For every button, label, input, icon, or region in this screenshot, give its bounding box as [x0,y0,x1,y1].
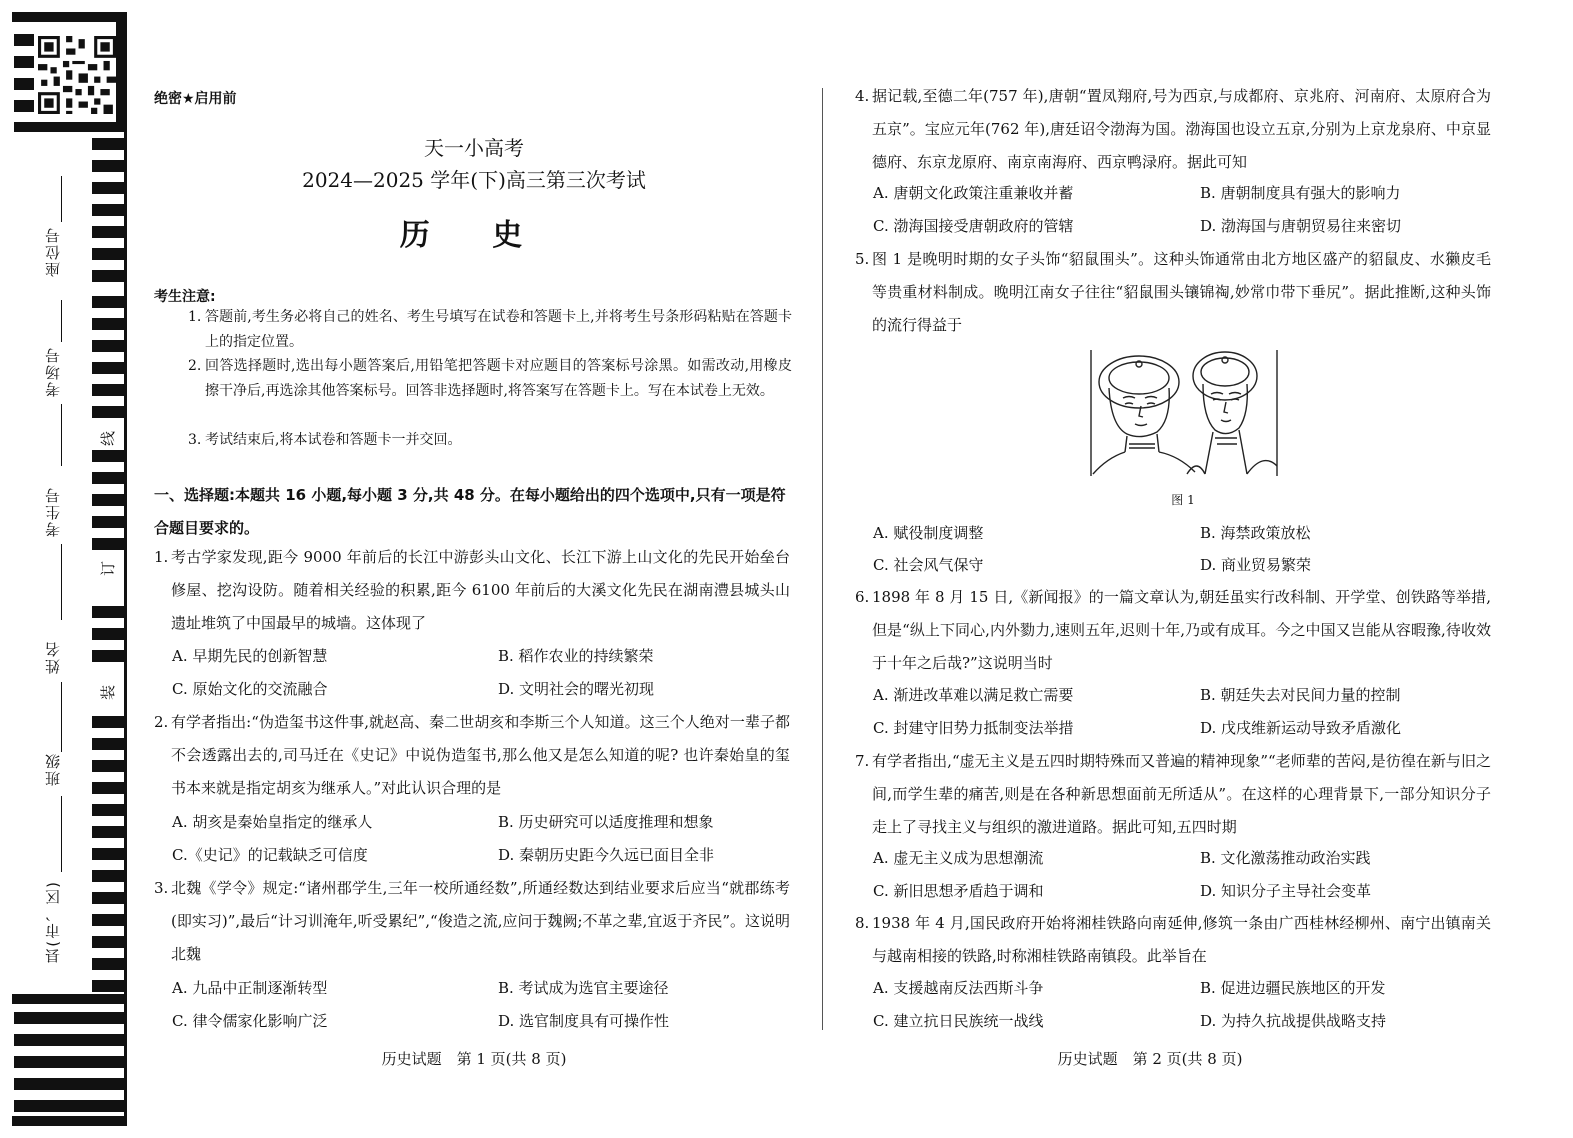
notice-item [188,354,792,404]
option-a[interactable]: A. 渐进改革难以满足救亡需要 [873,686,1074,704]
option-d[interactable]: D. 为持久抗战提供战略支持 [1200,1012,1387,1030]
room-number-line[interactable] [61,404,62,466]
question-8 [855,907,1491,973]
option-b[interactable]: B. 历史研究可以适度推理和想象 [498,813,714,831]
section-heading: 一、选择题:本题共 16 小题,每小题 3 分,共 48 分。在每小题给出的四个选项中,只有一项是符合题目要求的。 [154,486,786,537]
page-2 [855,0,1495,1138]
page-footer: 历史试题 第 2 页(共 8 页) [1057,1050,1243,1068]
option-a[interactable]: A. 赋役制度调整 [873,524,984,542]
question-number: 2. [154,713,169,731]
option-d[interactable]: D. 渤海国与唐朝贸易往来密切 [1200,217,1402,235]
question-stem: 1938 年 4 月,国民政府开始将湘桂铁路向南延伸,修筑一条由广西桂林经柳州、南宁出镇南关与越南相接的铁路,时称湘桂铁路南镇段。此举旨在 [872,914,1491,965]
exam-title: 2024—2025 学年(下)高三第三次考试 [302,168,646,192]
column-divider [822,88,823,1030]
notice-title: 考生注意: [154,289,216,305]
name-line[interactable] [61,682,62,752]
option-c[interactable]: C. 原始文化的交流融合 [172,680,328,698]
question-5 [855,243,1491,342]
option-b[interactable]: B. 促进边疆民族地区的开发 [1200,979,1386,997]
option-b[interactable]: B. 稻作农业的持续繁荣 [498,647,654,665]
notice-text: 答题前,考生务必将自己的姓名、考生号填写在试卷和答题卡上,并将考生号条形码粘贴在答题卡上的指定位置。 [205,309,792,350]
option-b[interactable]: B. 唐朝制度具有强大的影响力 [1200,184,1401,202]
option-c[interactable]: C. 新旧思想矛盾趋于调和 [873,882,1044,900]
question-number: 8. [855,914,870,932]
confidential-mark: 绝密★启用前 [154,91,237,107]
seal-word-pack: 装 [99,684,118,701]
county-label: 县(市、区) [44,880,62,964]
question-number: 3. [154,879,169,897]
option-b[interactable]: B. 文化激荡推动政治实践 [1200,849,1371,867]
page-footer: 历史试题 第 1 页(共 8 页) [381,1050,567,1068]
option-a[interactable]: A. 唐朝文化政策注重兼收并蓄 [873,184,1074,202]
seal-word-line: 线 [99,430,118,447]
class-line[interactable] [61,796,62,872]
exam-organizer: 天一小高考 [424,136,524,160]
option-a[interactable]: A. 虚无主义成为思想潮流 [873,849,1044,867]
notice-item [188,428,792,453]
student-number-label: 考生号 [44,486,62,537]
question-2 [154,706,790,805]
option-a[interactable]: A. 早期先民的创新智慧 [172,647,328,665]
question-number: 7. [855,752,870,770]
option-b[interactable]: B. 海禁政策放松 [1200,524,1311,542]
room-number-line-top [61,300,62,342]
option-a[interactable]: A. 九品中正制逐渐转型 [172,979,328,997]
question-number: 4. [855,87,870,105]
seat-number-label: 座位号 [44,226,62,277]
option-d[interactable]: D. 文明社会的曙光初现 [498,680,655,698]
option-d[interactable]: D. 商业贸易繁荣 [1200,556,1312,574]
option-b[interactable]: B. 考试成为选官主要途径 [498,979,669,997]
page-1 [154,0,794,1138]
subject-title: 历 史 [399,218,549,253]
qr-code-icon [38,36,116,114]
room-number-label: 考场号 [44,346,62,397]
class-label: 班级 [44,752,62,786]
notice-text: 考试结束后,将本试卷和答题卡一并交回。 [205,432,462,448]
notice-text: 回答选择题时,选出每小题答案后,用铅笔把答题卡对应题目的答案标号涂黑。如需改动,用橡皮擦干净后,再选涂其他答案标号。回答非选择题时,将答案写在答题卡上。写在本试卷上无效。 [205,358,792,399]
option-c[interactable]: C. 律令儒家化影响广泛 [172,1012,328,1030]
question-stem: 考古学家发现,距今 9000 年前后的长江中游彭头山文化、长江下游上山文化的先民开始垒台修屋、挖沟设防。随着相关经验的积累,距今 6100 年前后的大溪文化先民在湖南澧县城头山遗址堆筑了中国最早的城墙。这体现了 [171,548,790,632]
question-number: 5. [855,250,870,268]
notice-number: 1. [188,309,202,325]
option-d[interactable]: D. 选官制度具有可操作性 [498,1012,670,1030]
question-7 [855,745,1491,844]
name-label: 姓名 [44,640,62,674]
question-1 [154,541,790,640]
question-stem: 据记载,至德二年(757 年),唐朝“置凤翔府,号为西京,与成都府、京兆府、河南府、太原府合为五京”。宝应元年(762 年),唐廷诏令渤海为国。渤海国也设立五京,分别为上京龙泉府、中京显德府、东京龙原府、南京南海府、西京鸭渌府。据此可知 [872,87,1491,171]
option-c[interactable]: C.《史记》的记载缺乏可信度 [172,846,368,864]
question-6 [855,581,1491,680]
question-stem: 有学者指出:“伪造玺书这件事,就赵高、秦二世胡亥和李斯三个人知道。这三个人绝对一辈子都不会透露出去的,司马迁在《史记》中说伪造玺书,那么他又是怎么知道的呢? 也许秦始皇的玺书本来就是指定胡亥为继承人。”对此认识合理的是 [171,713,790,797]
seat-number-line[interactable] [61,176,62,222]
binding-strip [0,0,130,1138]
option-d[interactable]: D. 知识分子主导社会变革 [1200,882,1372,900]
student-number-line[interactable] [61,544,62,620]
figure-caption: 图 1 [1171,493,1195,507]
option-d[interactable]: D. 秦朝历史距今久远已面目全非 [498,846,715,864]
question-stem: 北魏《学令》规定:“诸州郡学生,三年一校所通经数”,所通经数达到结业要求后应当“就郡练考(即实习)”,最后“计习训淹年,听受累纪”,“俊造之流,应问于魏阙;不革之辈,宜返于齐民”。这说明北魏 [171,879,790,963]
option-c[interactable]: C. 封建守旧势力抵制变法举措 [873,719,1074,737]
question-number: 6. [855,588,870,606]
question-3 [154,872,790,971]
seal-word-bind: 订 [99,560,118,577]
option-a[interactable]: A. 胡亥是秦始皇指定的继承人 [172,813,373,831]
option-c[interactable]: C. 渤海国接受唐朝政府的管辖 [873,217,1074,235]
question-4 [855,80,1491,179]
option-d[interactable]: D. 戊戌维新运动导致矛盾激化 [1200,719,1402,737]
option-b[interactable]: B. 朝廷失去对民间力量的控制 [1200,686,1401,704]
option-c[interactable]: C. 社会风气保守 [873,556,984,574]
notice-item [188,305,792,355]
question-number: 1. [154,548,169,566]
notice-number: 2. [188,358,202,374]
option-a[interactable]: A. 支援越南反法西斯斗争 [873,979,1044,997]
option-c[interactable]: C. 建立抗日民族统一战线 [873,1012,1044,1030]
headdress-illustration [1087,348,1279,476]
question-stem: 有学者指出,“虚无主义是五四时期特殊而又普遍的精神现象”“老师辈的苦闷,是彷徨在新与旧之间,而学生辈的痛苦,则是在各种新思想面前无所适从”。在这样的心理背景下,一部分知识分子走上了寻找主义与组织的激进道路。据此可知,五四时期 [872,752,1491,836]
question-stem: 图 1 是晚明时期的女子头饰“貂鼠围头”。这种头饰通常由北方地区盛产的貂鼠皮、水獭皮毛等贵重材料制成。晚明江南女子往往“貂鼠围头镶锦祹,妙常巾带下垂尻”。据此推断,这种头饰的流行得益于 [872,250,1491,334]
notice-number: 3. [188,432,202,448]
question-stem: 1898 年 8 月 15 日,《新闻报》的一篇文章认为,朝廷虽实行改科制、开学堂、创铁路等举措,但是“纵上下同心,内外勠力,速则五年,迟则十年,乃或有成耳。今之中国又岂能从容暇豫,待收效于十年之后哉?”这说明当时 [872,588,1491,672]
